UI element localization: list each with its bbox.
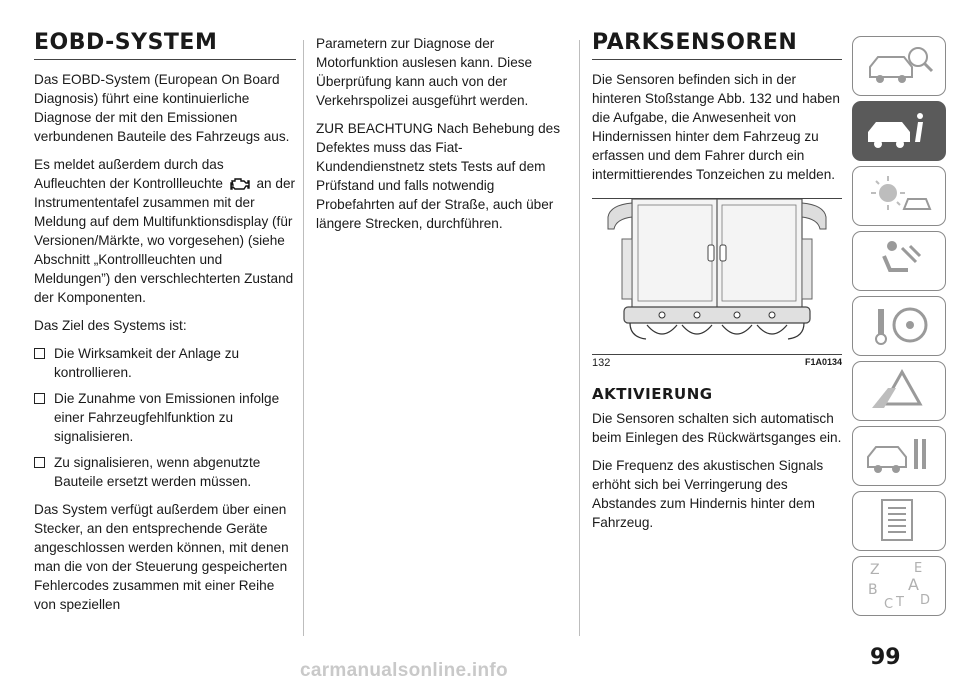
paragraph (34, 155, 296, 307)
right-column (592, 30, 842, 541)
chapter-tabs (852, 36, 948, 621)
figure-code: F1A0134 (804, 357, 842, 367)
paragraph: Die Sensoren befinden sich in der hinteren Stoßstange Abb. 132 und haben die Aufgabe, die Anwesenheit von Hindernissen hinter dem Fahrzeug zu erfassen und dem Fahrer durch ein intermittierendes Tonzeichen zu melden. (592, 72, 840, 182)
paragraph: Das System verfügt außerdem über einen Stecker, an den entsprechende Geräte angeschlossen werden können, mit denen man die von der Steuerung gespeicherten Fehlercodes zusammen mit einer Reihe von speziellen (34, 502, 289, 612)
page-number: 99 (870, 645, 901, 670)
list-item: Die Wirksamkeit der Anlage zu kontrollieren. (34, 344, 296, 382)
sun-light-icon (862, 173, 936, 219)
goal-list (34, 344, 296, 491)
figure-caption (592, 355, 842, 373)
tab-car-info[interactable] (852, 36, 946, 96)
index-letter: B (868, 582, 878, 598)
warning-road-icon (862, 368, 936, 414)
list-item: Die Zunahme von Emissionen infolge einer Fahrzeugfehlfunktion zu signalisieren. (34, 389, 296, 446)
figure-132 (592, 198, 842, 373)
checkbox-bullet-icon (34, 348, 45, 359)
left-column (34, 30, 296, 623)
tab-driving[interactable] (852, 296, 946, 356)
tab-lights[interactable] (852, 166, 946, 226)
index-letter: A (908, 575, 919, 594)
list-document-icon (862, 498, 936, 544)
tab-safety[interactable] (852, 231, 946, 291)
tab-maintenance[interactable] (852, 426, 946, 486)
watermark: carmanualsonline.info (300, 660, 508, 681)
paragraph: ZUR BEACHTUNG Nach Behebung des Defektes muss das Fiat-Kundendienstnetz stets Tests auf dem Prüfstand und falls notwendig Probefahrten auf der Straße, auch über längere Strecken, durchführen. (316, 121, 561, 231)
list-item: Zu signalisieren, wenn abgenutzte Bauteile ersetzt werden müssen. (34, 453, 296, 491)
paragraph: Die Frequenz des akustischen Signals erhöht sich bei Verringerung des Abstandes zum Hindernis hinter dem Fahrzeug. (592, 458, 824, 530)
paragraph: Parametern zur Diagnose der Motorfunktion auslesen kann. Diese Überprüfung kann auch von der Verkehrspolizei ausgeführt werden. (316, 36, 533, 108)
car-info-icon (862, 43, 936, 89)
column-divider (579, 40, 580, 636)
paragraph: Das Ziel des Systems ist: (34, 318, 187, 333)
index-letter: D (920, 593, 931, 608)
index-letter: Z (870, 562, 880, 578)
paragraph: Das EOBD-System (European On Board Diagnosis) führt eine kontinuierliche Diagnose der mit den Emissionen verbundenen Bauteile des Fahrzeugs aus. (34, 72, 290, 144)
checkbox-bullet-icon (34, 457, 45, 468)
tab-car-i[interactable] (852, 101, 946, 161)
engine-warning-lamp-icon (229, 177, 251, 191)
alphabet-index-icon (862, 560, 936, 612)
column-divider (303, 40, 304, 636)
checkbox-bullet-icon (34, 393, 45, 404)
index-letter: E (914, 561, 923, 576)
paragraph-text: Es meldet außerdem durch das Aufleuchten der Kontrollleuchte (34, 157, 224, 191)
steering-wheel-icon (862, 303, 936, 349)
tab-technical-data[interactable] (852, 491, 946, 551)
tab-emergency[interactable] (852, 361, 946, 421)
section-title-eobd: EOBD-SYSTEM (34, 30, 296, 60)
subsection-title: AKTIVIERUNG (592, 385, 713, 403)
car-i-icon (862, 108, 936, 154)
figure-number: 132 (592, 357, 611, 369)
middle-column (316, 34, 566, 242)
paragraph-text: an der Instrumententafel zusammen mit der Meldung auf dem Multifunktionsdisplay (für Versionen/Märkte, wo vorgesehen) (siehe Abschnitt „Kontrollleuchten und Meldungen”) den verschlechterten Zustand der Komponenten. (34, 176, 296, 305)
car-tools-icon (862, 433, 936, 479)
airbag-seat-icon (862, 238, 936, 284)
section-title-parksensoren: PARKSENSOREN (592, 30, 842, 60)
paragraph: Die Sensoren schalten sich automatisch beim Einlegen des Rückwärtsganges ein. (592, 411, 842, 445)
tab-index[interactable] (852, 556, 946, 616)
van-rear-bumper-illustration (592, 199, 842, 349)
index-letter: T (896, 595, 904, 610)
index-letter: C (884, 597, 894, 612)
